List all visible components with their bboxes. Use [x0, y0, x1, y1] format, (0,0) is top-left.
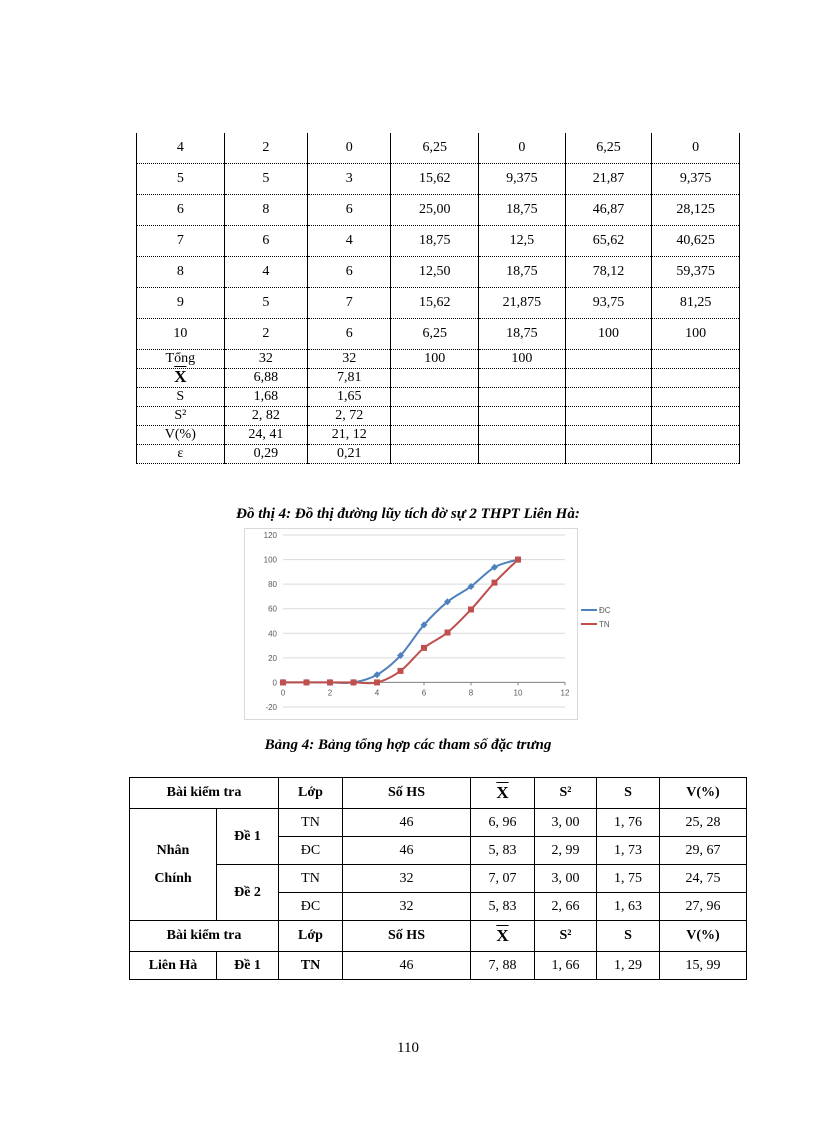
table-cell: 15,62 — [391, 164, 479, 195]
xbar-symbol: $\overline{X}$ — [174, 367, 187, 386]
y-tick-label: 120 — [263, 531, 277, 540]
table-cell: 46,87 — [565, 195, 652, 226]
table2-caption: Bảng 4: Bảng tổng hợp các tham số đặc trưng — [264, 737, 552, 753]
table-row — [137, 226, 740, 257]
table-cell — [565, 407, 652, 426]
table-cell — [565, 388, 652, 407]
table-cell: 100 — [565, 319, 652, 350]
table-cell — [565, 426, 652, 445]
de-1-label: Đề 1 — [217, 809, 279, 865]
legend-label-dc: ĐC — [599, 605, 611, 615]
table-cell: 5 — [224, 164, 307, 195]
table-cell: 100 — [652, 319, 740, 350]
data-point-tn — [468, 606, 474, 612]
series-line-tn — [283, 560, 518, 684]
header-s: S — [597, 921, 660, 952]
table-cell: 5 — [224, 288, 307, 319]
table-row — [137, 319, 740, 350]
table-cell — [391, 369, 479, 388]
table-cell — [479, 445, 566, 464]
table-cell: 0 — [479, 133, 566, 164]
table-cell: 81,25 — [652, 288, 740, 319]
header-xbar — [471, 921, 535, 952]
table-cell: 6 — [308, 319, 391, 350]
y-tick-label: 80 — [268, 580, 277, 590]
page-number: 110 — [397, 1040, 419, 1056]
table-cell — [652, 445, 740, 464]
table-cell: 3 — [308, 164, 391, 195]
table-cell — [391, 388, 479, 407]
cell-s: 1, 76 — [597, 809, 660, 837]
cell-v: 25, 28 — [660, 809, 747, 837]
table-cell: 24, 41 — [224, 426, 307, 445]
data-point-tn — [351, 679, 357, 685]
cell-so-hs: 46 — [343, 837, 471, 865]
table-row — [137, 288, 740, 319]
cell-so-hs: 46 — [343, 809, 471, 837]
table-cell: 4 — [137, 133, 225, 164]
y-tick-label: 0 — [272, 678, 277, 688]
table-cell: 15,62 — [391, 288, 479, 319]
chart-caption: Đồ thị 4: Đồ thị đường lũy tích đờ sự 2 THPT Liên Hà: — [236, 506, 580, 522]
table-cell: 6,25 — [391, 133, 479, 164]
legend-line-dc — [581, 609, 597, 611]
data-point-tn — [374, 679, 380, 685]
cell-so-hs: 32 — [343, 865, 471, 893]
cell-lop: TN — [279, 865, 343, 893]
header-so-hs: Số HS — [343, 778, 471, 809]
cell-s2: 2, 66 — [535, 893, 597, 921]
cumulative-chart — [244, 528, 578, 720]
cell-so-hs: 32 — [343, 893, 471, 921]
table-cell: 40,625 — [652, 226, 740, 257]
table-cell: S — [137, 388, 225, 407]
table-cell: 8 — [137, 257, 225, 288]
cell-s2: 1, 66 — [535, 952, 597, 980]
chart-svg — [245, 529, 577, 719]
data-point-tn — [280, 679, 286, 685]
cell-xbar: 5, 83 — [471, 893, 535, 921]
x-tick-label: 10 — [513, 688, 523, 698]
legend-line-tn — [581, 623, 597, 625]
table-cell: 21, 12 — [308, 426, 391, 445]
table-cell: 7 — [308, 288, 391, 319]
table-cell — [391, 426, 479, 445]
cell-v: 15, 99 — [660, 952, 747, 980]
x-tick-label: 0 — [280, 688, 286, 698]
table-cell: 32 — [308, 350, 391, 369]
cell-s: 1, 29 — [597, 952, 660, 980]
table-row — [137, 257, 740, 288]
frequency-table — [136, 133, 740, 464]
table-cell: 6,25 — [391, 319, 479, 350]
data-point-tn — [445, 630, 451, 636]
table-cell — [652, 388, 740, 407]
table-cell: 28,125 — [652, 195, 740, 226]
table-cell: 18,75 — [479, 257, 566, 288]
y-tick-label: 20 — [268, 653, 277, 663]
table-cell: 100 — [479, 350, 566, 369]
table-cell: 9,375 — [652, 164, 740, 195]
table-row — [137, 388, 740, 407]
table-cell — [565, 445, 652, 464]
x-tick-label: 2 — [327, 688, 333, 698]
y-tick-label: -20 — [265, 703, 277, 712]
cell-so-hs: 46 — [343, 952, 471, 980]
table-cell: 12,50 — [391, 257, 479, 288]
table-cell: 100 — [391, 350, 479, 369]
table-row — [137, 133, 740, 164]
data-point-tn — [515, 557, 521, 563]
cell-v: 29, 67 — [660, 837, 747, 865]
header-v: V(%) — [660, 921, 747, 952]
table-cell: 2 — [224, 319, 307, 350]
table-cell: 0 — [652, 133, 740, 164]
xbar-symbol: $\overline{X}$ — [496, 926, 509, 945]
table2-header-row-2 — [130, 921, 747, 952]
x-tick-label: 12 — [560, 688, 570, 698]
cell-s: 1, 73 — [597, 837, 660, 865]
header-lop: Lớp — [279, 921, 343, 952]
table-cell: 4 — [308, 226, 391, 257]
header-s2: S² — [535, 921, 597, 952]
data-point-tn — [327, 679, 333, 685]
chart-legend — [581, 603, 611, 631]
table-cell — [479, 407, 566, 426]
table-cell: 65,62 — [565, 226, 652, 257]
table-cell — [137, 369, 225, 388]
table-row — [137, 369, 740, 388]
table-cell: 12,5 — [479, 226, 566, 257]
table-cell: 6 — [137, 195, 225, 226]
table-cell: 0,21 — [308, 445, 391, 464]
table-cell — [391, 445, 479, 464]
table-cell: 7 — [137, 226, 225, 257]
school-lien-ha: Liên Hà — [130, 952, 217, 980]
table-cell: 25,00 — [391, 195, 479, 226]
table-cell — [391, 407, 479, 426]
cell-v: 27, 96 — [660, 893, 747, 921]
table-cell — [652, 369, 740, 388]
table2-header-row — [130, 778, 747, 809]
table-cell — [652, 407, 740, 426]
table-cell: 6,25 — [565, 133, 652, 164]
table-row — [137, 195, 740, 226]
table-cell: 78,12 — [565, 257, 652, 288]
cell-lop: TN — [279, 952, 343, 980]
table-row — [137, 350, 740, 369]
table-cell: 59,375 — [652, 257, 740, 288]
table-cell — [565, 369, 652, 388]
cell-s: 1, 63 — [597, 893, 660, 921]
table-cell: 6 — [308, 195, 391, 226]
header-lop: Lớp — [279, 778, 343, 809]
table-cell: 2, 72 — [308, 407, 391, 426]
table-cell: 1,65 — [308, 388, 391, 407]
table-cell — [479, 369, 566, 388]
table-cell: 5 — [137, 164, 225, 195]
data-point-tn — [421, 645, 427, 651]
de-2-label: Đề 2 — [217, 865, 279, 921]
table-cell: 10 — [137, 319, 225, 350]
header-xbar — [471, 778, 535, 809]
table-cell: 93,75 — [565, 288, 652, 319]
y-tick-label: 100 — [263, 555, 277, 565]
y-tick-label: 40 — [268, 629, 277, 639]
table-cell: 6,88 — [224, 369, 307, 388]
table-row — [137, 445, 740, 464]
legend-item-tn — [581, 617, 611, 631]
data-point-tn — [398, 668, 404, 674]
table-cell: 18,75 — [391, 226, 479, 257]
table-cell: 21,875 — [479, 288, 566, 319]
header-s: S — [597, 778, 660, 809]
data-point-tn — [304, 679, 310, 685]
table-cell: 32 — [224, 350, 307, 369]
cell-xbar: 5, 83 — [471, 837, 535, 865]
cell-lop: ĐC — [279, 893, 343, 921]
cell-xbar: 7, 88 — [471, 952, 535, 980]
table-cell: 7,81 — [308, 369, 391, 388]
table-cell — [479, 388, 566, 407]
x-tick-label: 8 — [468, 688, 474, 698]
cell-s2: 3, 00 — [535, 865, 597, 893]
summary-table — [129, 777, 747, 980]
series-line-dc — [283, 560, 518, 683]
xbar-symbol: $\overline{X}$ — [496, 783, 509, 802]
de-1-label: Đề 1 — [217, 952, 279, 980]
y-tick-label: 60 — [268, 604, 277, 614]
table-cell: 21,87 — [565, 164, 652, 195]
header-v: V(%) — [660, 778, 747, 809]
table-cell: S² — [137, 407, 225, 426]
table-cell: 18,75 — [479, 195, 566, 226]
table-cell: 2 — [224, 133, 307, 164]
table-cell: V(%) — [137, 426, 225, 445]
header-s2: S² — [535, 778, 597, 809]
cell-v: 24, 75 — [660, 865, 747, 893]
cell-xbar: 7, 07 — [471, 865, 535, 893]
cell-lop: ĐC — [279, 837, 343, 865]
table-cell: 9 — [137, 288, 225, 319]
table-cell: 18,75 — [479, 319, 566, 350]
table-row — [130, 809, 747, 837]
legend-item-dc — [581, 603, 611, 617]
legend-label-tn: TN — [599, 619, 610, 629]
header-so-hs: Số HS — [343, 921, 471, 952]
x-tick-label: 6 — [421, 688, 427, 698]
table-cell — [652, 350, 740, 369]
table-cell — [652, 426, 740, 445]
header-bai-kiem-tra: Bài kiểm tra — [130, 921, 279, 952]
table-cell: 4 — [224, 257, 307, 288]
table-cell: 0 — [308, 133, 391, 164]
table-row — [137, 164, 740, 195]
table-cell — [565, 350, 652, 369]
table-cell: ε — [137, 445, 225, 464]
table-cell: 8 — [224, 195, 307, 226]
table-cell: 9,375 — [479, 164, 566, 195]
table-cell: 6 — [224, 226, 307, 257]
cell-s: 1, 75 — [597, 865, 660, 893]
table-row — [130, 952, 747, 980]
table-cell: 1,68 — [224, 388, 307, 407]
school-name: Nhân Chính — [154, 842, 192, 886]
table-row — [130, 865, 747, 893]
cell-lop: TN — [279, 809, 343, 837]
cell-s2: 2, 99 — [535, 837, 597, 865]
data-point-tn — [492, 580, 498, 586]
x-tick-label: 4 — [374, 688, 380, 698]
table-cell: 0,29 — [224, 445, 307, 464]
cell-xbar: 6, 96 — [471, 809, 535, 837]
cell-s2: 3, 00 — [535, 809, 597, 837]
table-cell: 6 — [308, 257, 391, 288]
school-nhan-chinh — [130, 809, 217, 921]
header-bai-kiem-tra: Bài kiểm tra — [130, 778, 279, 809]
table-row — [137, 407, 740, 426]
table-cell: 2, 82 — [224, 407, 307, 426]
table-cell: Tổng — [137, 350, 225, 369]
table-row — [137, 426, 740, 445]
table-cell — [479, 426, 566, 445]
